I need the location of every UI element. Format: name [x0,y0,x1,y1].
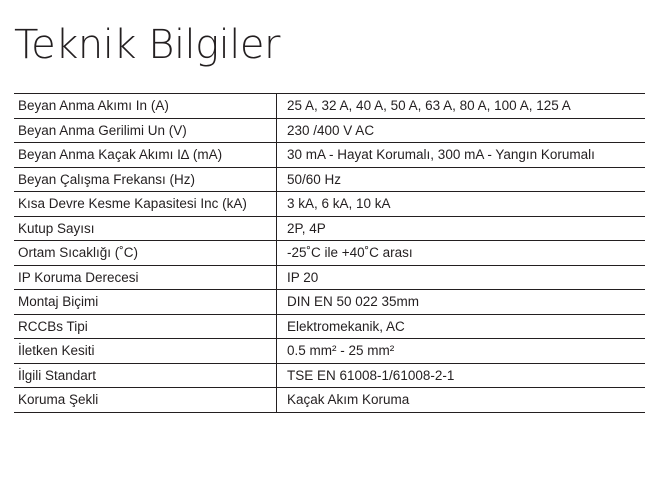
spec-label: Beyan Çalışma Frekansı (Hz) [14,167,277,192]
spec-label: Koruma Şekli [14,388,277,413]
spec-value: -25˚C ile +40˚C arası [277,241,646,266]
table-row [14,216,645,241]
spec-label: Montaj Biçimi [14,290,277,315]
table-row [14,388,645,413]
page-title: Teknik Bilgiler [14,22,280,68]
spec-label: Beyan Anma Gerilimi Un (V) [14,118,277,143]
spec-label: Beyan Anma Akımı In (A) [14,94,277,119]
table-row [14,265,645,290]
table-row [14,94,645,119]
spec-label: İlgili Standart [14,363,277,388]
spec-value: 0.5 mm² - 25 mm² [277,339,646,364]
table-row [14,290,645,315]
spec-value: 230 /400 V AC [277,118,646,143]
table-row [14,363,645,388]
table-row [14,314,645,339]
table-row [14,118,645,143]
spec-value: IP 20 [277,265,646,290]
spec-label: Kutup Sayısı [14,216,277,241]
spec-label: İletken Kesiti [14,339,277,364]
spec-value: 50/60 Hz [277,167,646,192]
table-row [14,192,645,217]
spec-value: Kaçak Akım Koruma [277,388,646,413]
table-row [14,241,645,266]
table-row [14,167,645,192]
spec-label: RCCBs Tipi [14,314,277,339]
table-row [14,143,645,168]
spec-value: TSE EN 61008-1/61008-2-1 [277,363,646,388]
spec-label: Beyan Anma Kaçak Akımı I∆ (mA) [14,143,277,168]
spec-value: 3 kA, 6 kA, 10 kA [277,192,646,217]
spec-value: 2P, 4P [277,216,646,241]
spec-value: Elektromekanik, AC [277,314,646,339]
spec-value: 25 A, 32 A, 40 A, 50 A, 63 A, 80 A, 100 A, 125 A [277,94,646,119]
spec-value: 30 mA - Hayat Korumalı, 300 mA - Yangın Korumalı [277,143,646,168]
spec-label: Ortam Sıcaklığı (˚C) [14,241,277,266]
spec-label: IP Koruma Derecesi [14,265,277,290]
spec-label: Kısa Devre Kesme Kapasitesi Inc (kA) [14,192,277,217]
table-row [14,339,645,364]
spec-value: DIN EN 50 022 35mm [277,290,646,315]
technical-specs-table [14,93,645,413]
